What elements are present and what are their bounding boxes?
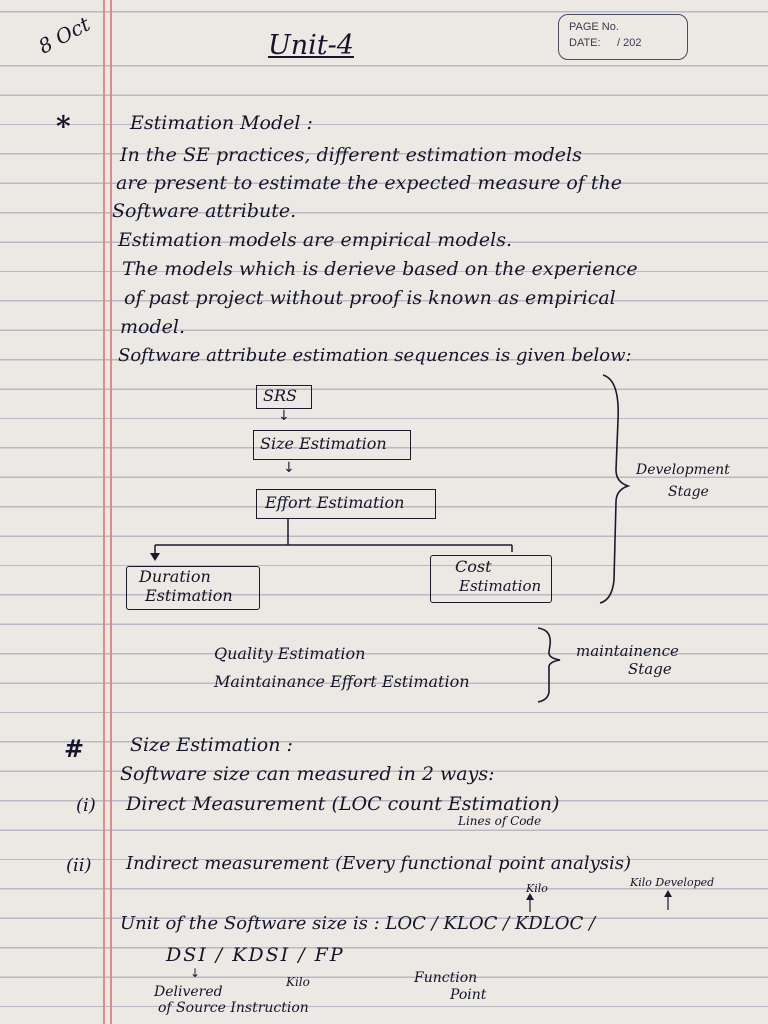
section2-bullet: # (64, 734, 85, 763)
item-ii-number: (ii) (66, 855, 92, 876)
kilo-developed-note: Kilo Developed (630, 876, 715, 889)
section1-line-5: The models which is derieve based on the experience (122, 258, 638, 280)
maintenance-stage-label-1: maintainence (576, 642, 679, 660)
flow-size-label: Size Estimation (260, 434, 387, 453)
flow-duration-label-1: Duration (139, 567, 211, 586)
dsi-note-1: Delivered (154, 984, 223, 1000)
unit-line: Unit of the Software size is : LOC / KLOC / KDLOC / (120, 913, 596, 934)
fp-note-2: Point (450, 987, 487, 1003)
flow-effort-label: Effort Estimation (265, 493, 405, 512)
item-i-note: Lines of Code (458, 814, 542, 828)
stamp-date-value: / 202 (617, 37, 642, 49)
arrow-down-icon: ↓ (190, 966, 201, 980)
item-i-number: (i) (76, 795, 96, 816)
maintenance-effort-estimation: Maintainance Effort Estimation (214, 672, 470, 691)
date-note: 8 Oct (34, 11, 94, 59)
unit-line-2: DSI / KDSI / FP (166, 944, 345, 966)
item-ii-text: Indirect measurement (Every functional point analysis) (126, 853, 632, 874)
development-stage-label-2: Stage (668, 484, 709, 500)
flow-cost-label-1: Cost (455, 557, 492, 576)
section1-bullet: * (56, 110, 71, 143)
section1-line-3: Software attribute. (112, 200, 297, 222)
flow-cost-label-2: Estimation (459, 577, 542, 595)
section1-line-4: Estimation models are empirical models. (118, 229, 512, 251)
flow-srs-label: SRS (263, 386, 297, 405)
page-title: Unit-4 (268, 30, 354, 61)
item-i-text: Direct Measurement (LOC count Estimation) (126, 793, 560, 815)
flow-box-cost (430, 555, 552, 603)
section1-heading: Estimation Model : (130, 112, 313, 134)
arrow-down-icon: ↓ (278, 408, 290, 424)
section1-line-8: Software attribute estimation sequences is given below: (118, 345, 632, 366)
kilo-note: Kilo (526, 882, 548, 895)
fp-note-1: Function (414, 970, 478, 986)
stamp-date-label: DATE: (569, 37, 601, 49)
development-stage-label-1: Development (636, 462, 730, 478)
maintenance-stage-label-2: Stage (628, 660, 672, 678)
section1-line-6: of past project without proof is known as empirical (124, 287, 616, 309)
section2-intro: Software size can measured in 2 ways: (120, 763, 495, 785)
dsi-note-2: of Source Instruction (158, 1000, 309, 1016)
flow-box-duration (126, 566, 260, 610)
section1-line-2: are present to estimate the expected measure of the (116, 172, 622, 194)
arrow-down-icon: ↓ (283, 460, 295, 476)
section1-line-7: model. (120, 316, 185, 338)
flow-duration-label-2: Estimation (145, 586, 233, 605)
section1-line-1: In the SE practices, different estimation models (120, 144, 582, 166)
section2-heading: Size Estimation : (130, 734, 293, 756)
quality-estimation: Quality Estimation (214, 644, 366, 663)
stamp-page-label: PAGE No. (569, 21, 619, 33)
kdsi-note: Kilo (286, 975, 310, 989)
